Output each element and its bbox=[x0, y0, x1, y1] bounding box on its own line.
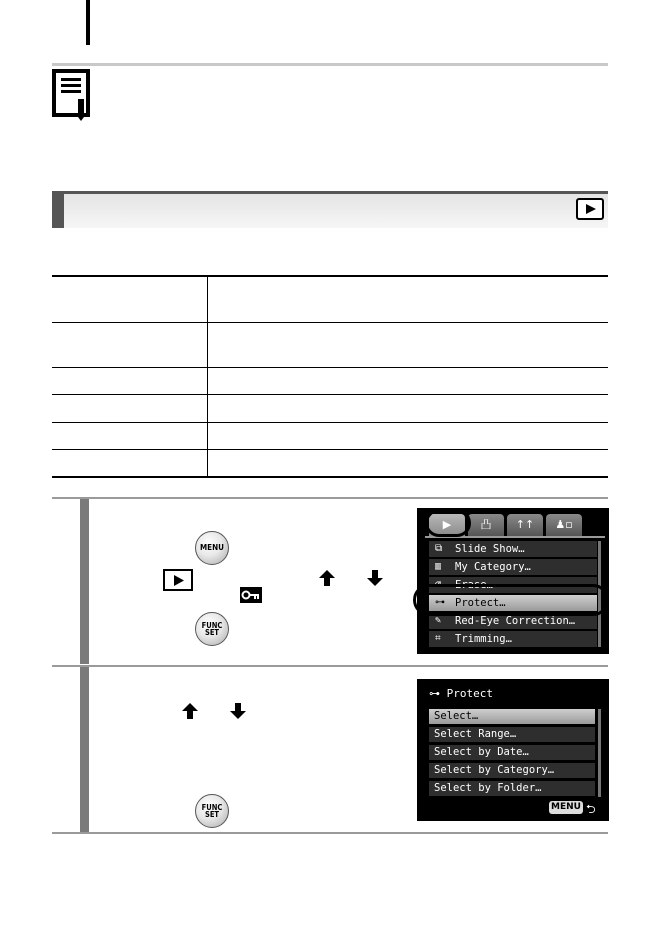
menu-item-slide-show[interactable] bbox=[429, 541, 597, 557]
note-pencil-icon bbox=[52, 69, 104, 121]
erase-icon: ⌫ bbox=[435, 579, 442, 590]
key-icon bbox=[240, 587, 262, 603]
page-edge-marker bbox=[86, 0, 90, 45]
menu-back-chip[interactable]: MENU bbox=[549, 801, 583, 814]
table-row-divider bbox=[52, 422, 608, 423]
play-mode-icon bbox=[163, 569, 193, 591]
menu-item-label: Protect… bbox=[455, 597, 506, 609]
menu-item-label: My Category… bbox=[455, 561, 531, 573]
my-category-icon: ▥ bbox=[435, 561, 442, 572]
scrollbar[interactable] bbox=[598, 709, 601, 797]
table-row-divider bbox=[52, 449, 608, 450]
func-set-button-icon: FUNC SET bbox=[195, 794, 229, 828]
menu-item-label: Trimming… bbox=[455, 633, 512, 645]
table-column-divider bbox=[207, 277, 208, 476]
item-highlight-oval bbox=[413, 584, 609, 616]
protect-menu-screen bbox=[417, 679, 609, 821]
back-arrow-icon: ⮌ bbox=[586, 802, 596, 816]
table-bottom-rule bbox=[52, 476, 608, 478]
tab-settings[interactable]: ↑↑ bbox=[507, 514, 543, 536]
menu-item-label: Erase… bbox=[455, 579, 493, 591]
table-row-divider bbox=[52, 367, 608, 368]
menu-item-trimming[interactable] bbox=[429, 631, 597, 647]
step2-bottom-rule bbox=[52, 832, 608, 834]
menu-item-my-category[interactable] bbox=[429, 559, 597, 575]
down-arrow-icon bbox=[366, 569, 386, 587]
protect-item-select-by-folder[interactable]: Select by Folder… bbox=[429, 781, 595, 796]
menu-item-label: Red-Eye Correction… bbox=[455, 615, 576, 627]
menu-item-label: Slide Show… bbox=[455, 543, 525, 555]
step1-top-rule bbox=[52, 497, 608, 499]
section-marker bbox=[52, 194, 64, 228]
slideshow-icon: ⧉ bbox=[435, 543, 443, 554]
top-divider bbox=[52, 63, 608, 66]
tab-print[interactable]: 凸 bbox=[468, 514, 504, 536]
step2-top-rule bbox=[52, 665, 608, 667]
protect-title: ⊶ Protect bbox=[429, 687, 493, 700]
protect-item-select-by-date[interactable]: Select by Date… bbox=[429, 745, 595, 760]
trim-icon: ⌗ bbox=[435, 633, 441, 644]
step2-bar bbox=[80, 667, 89, 832]
table-row-divider bbox=[52, 322, 608, 323]
up-arrow-icon bbox=[181, 702, 201, 720]
tab-highlight-oval bbox=[425, 509, 471, 537]
key-icon: ⊶ bbox=[429, 687, 447, 700]
down-arrow-icon bbox=[229, 702, 249, 720]
red-eye-icon: ✎ bbox=[435, 615, 442, 626]
section-header bbox=[52, 194, 608, 228]
up-arrow-icon bbox=[318, 569, 338, 587]
protect-item-select-range[interactable]: Select Range… bbox=[429, 727, 595, 742]
table-top-rule bbox=[52, 275, 608, 277]
play-mode-icon bbox=[576, 198, 604, 220]
step1-bar bbox=[80, 499, 89, 664]
tab-my-menu[interactable]: ♟▫ bbox=[546, 514, 582, 536]
tab-play[interactable]: ▶ bbox=[429, 514, 465, 536]
protect-item-select-by-category[interactable]: Select by Category… bbox=[429, 763, 595, 778]
menu-button-icon: MENU bbox=[195, 531, 229, 565]
protect-item-select[interactable]: Select… bbox=[429, 709, 595, 724]
table-row-divider bbox=[52, 394, 608, 395]
key-icon: ⊶ bbox=[435, 597, 445, 608]
func-set-button-icon: FUNC SET bbox=[195, 612, 229, 646]
